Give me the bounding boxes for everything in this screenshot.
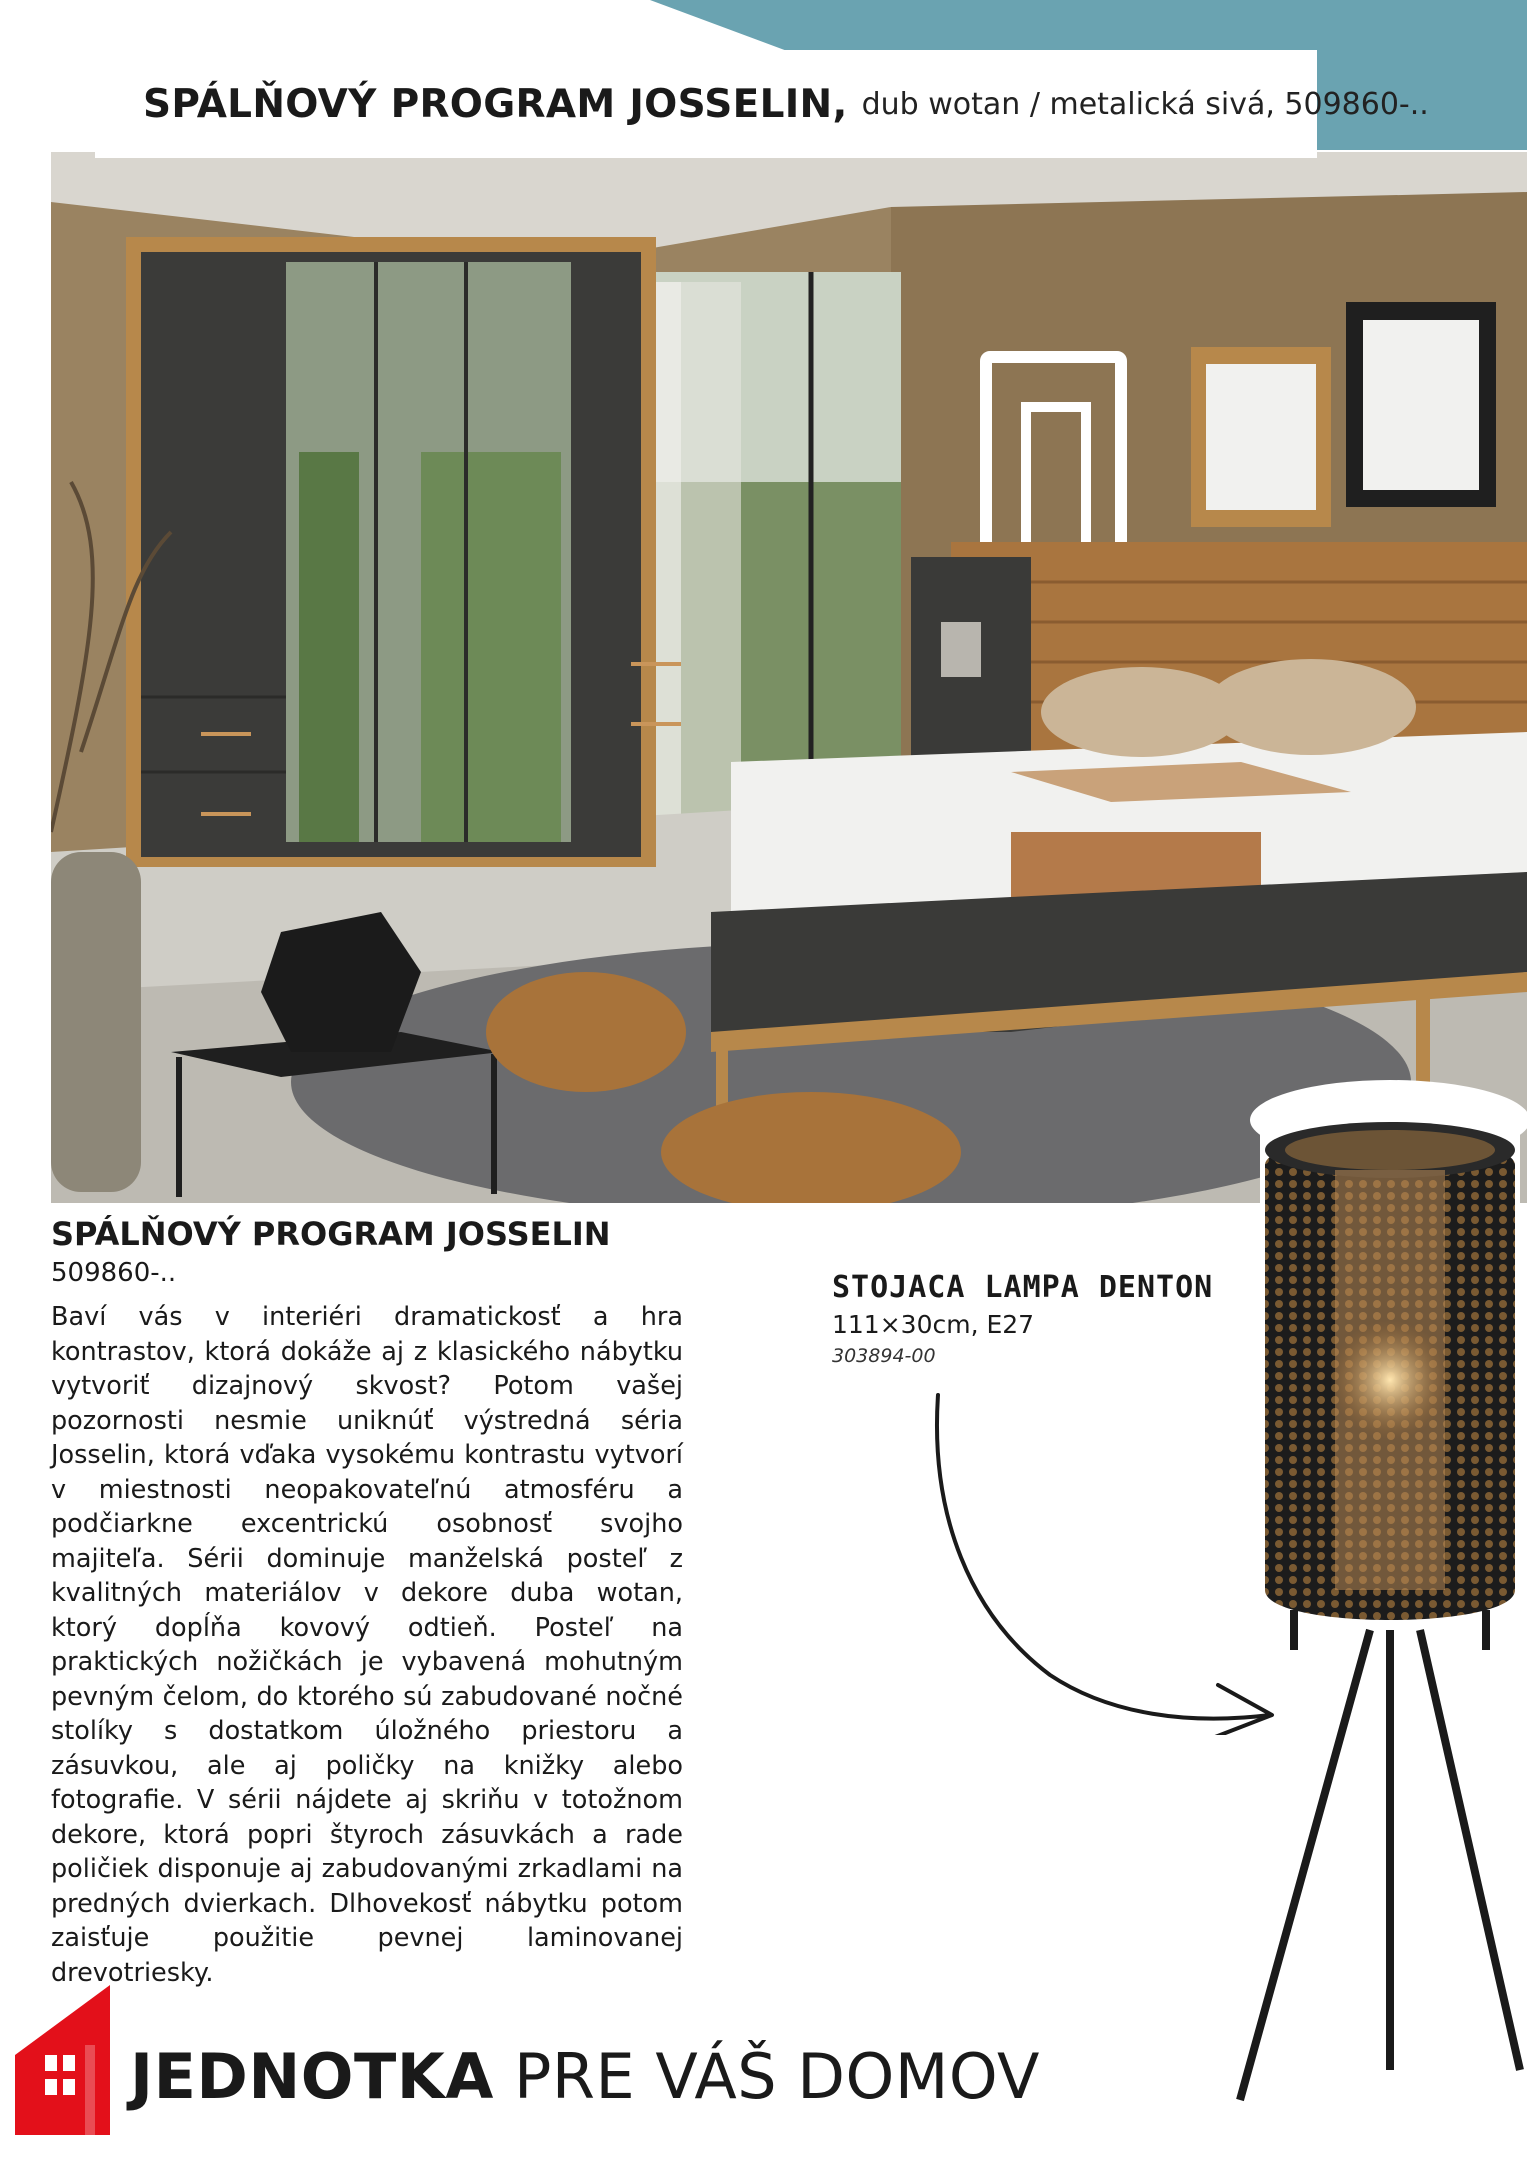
lamp-dimensions: 111×30cm, E27 bbox=[832, 1310, 1035, 1339]
header-title: SPÁLŇOVÝ PROGRAM JOSSELIN, bbox=[143, 81, 848, 127]
bedroom-photo bbox=[51, 152, 1527, 1203]
footer-slogan-bold: JEDNOTKA bbox=[130, 2040, 494, 2113]
floor-lamp-image bbox=[1230, 1070, 1527, 2110]
lamp-title: STOJACA LAMPA DENTON bbox=[832, 1270, 1214, 1305]
lamp-code: 303894-00 bbox=[832, 1345, 936, 1367]
footer-slogan-rest: PRE VÁŠ DOMOV bbox=[493, 2040, 1040, 2113]
product-code: 509860-.. bbox=[51, 1258, 177, 1288]
product-title: SPÁLŇOVÝ PROGRAM JOSSELIN bbox=[51, 1215, 611, 1253]
jednotka-logo-icon bbox=[15, 1985, 110, 2135]
header-subtitle: dub wotan / metalická sivá, 509860-.. bbox=[861, 86, 1429, 122]
header-bar bbox=[95, 50, 1429, 158]
footer-slogan bbox=[130, 2040, 1040, 2113]
product-description: Baví vás v interiéri dramatickosť a hra kontrastov, ktorá dokáže aj z klasického nábytku vytvoriť dizajnový skvost? Potom vašej pozornosti nesmie uniknúť výstredná séria Josselin, ktorá vďaka vysokému kontrastu vytvorí v miestnosti neopakovateľnú atmosféru a podčiarkne excentrickú osobnosť svojho majiteľa. Sérii dominuje manželská posteľ z kvalitných materiálov v dekore duba wotan, ktorý dopĺňa kovový odtieň. Posteľ na praktických nožičkách je vybavená mohutným pevným čelom, do ktorého sú zabudované nočné stolíky s dostatkom úložného priestoru a zásuvkou, ale aj poličky na knižky alebo fotografie. V sérii nájdete aj skriňu v totožnom dekore, ktorá popri štyroch zásuvkách a rade poličiek disponuje aj zabudovanými zrkadlami na predných dvierkach. Dlhovekosť nábytku potom zaisťuje použitie pevnej laminovanej drevotriesky. bbox=[51, 1302, 683, 1988]
arrow-icon bbox=[900, 1385, 1280, 1735]
